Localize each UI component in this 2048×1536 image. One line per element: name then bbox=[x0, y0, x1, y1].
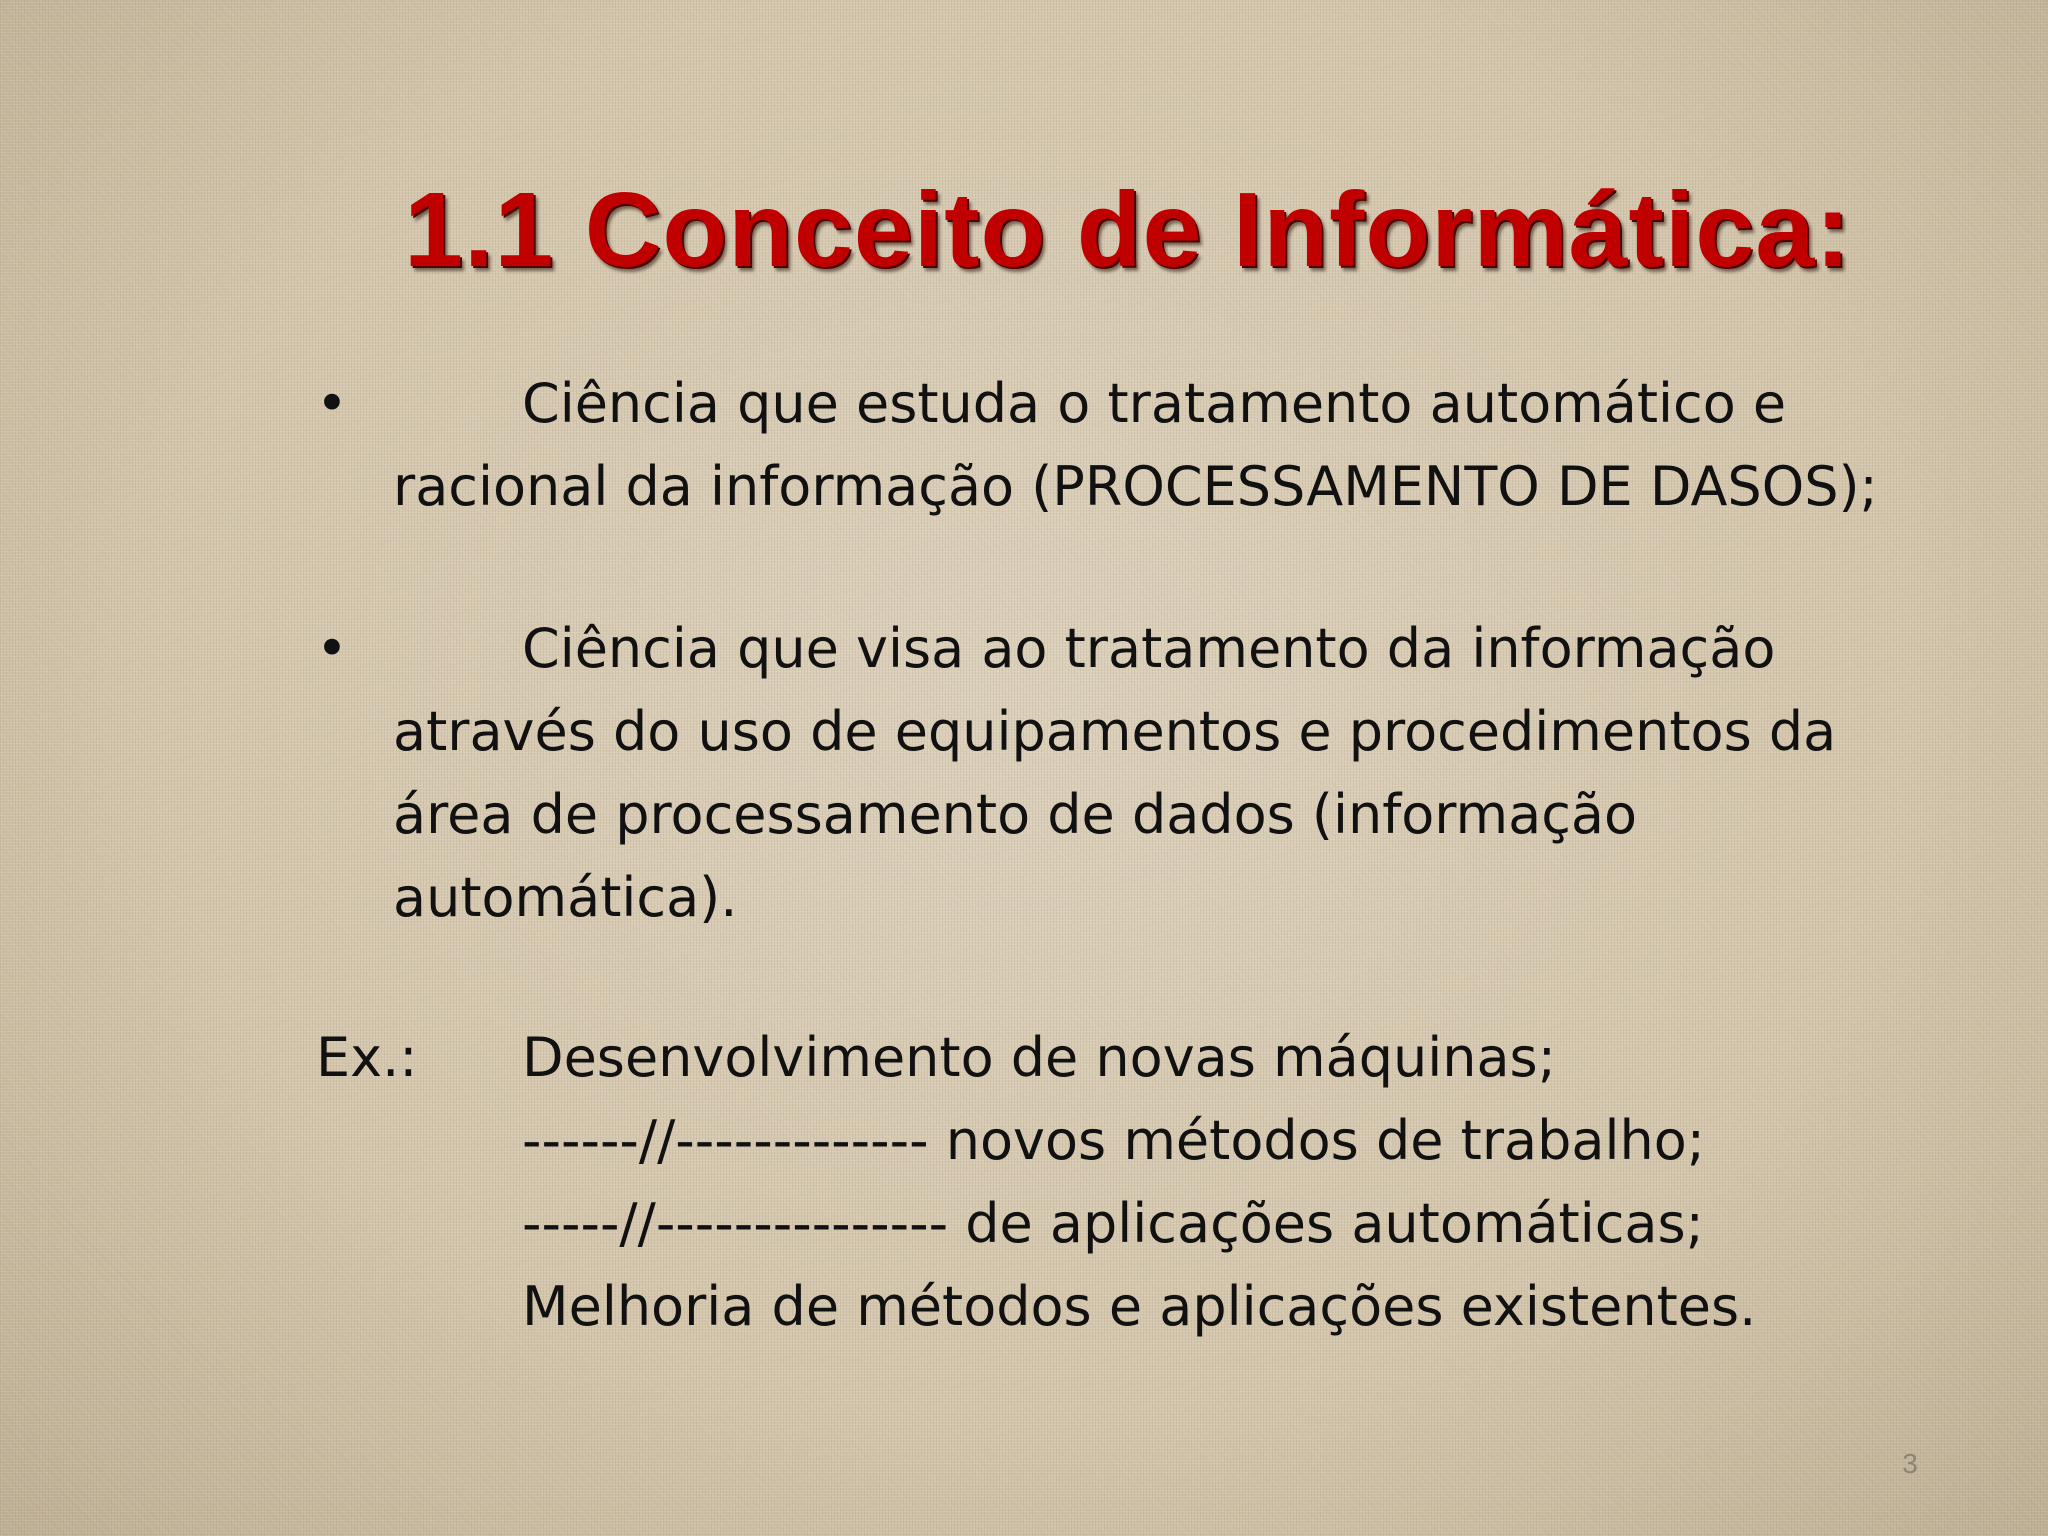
slide-number: 3 bbox=[1902, 1448, 1918, 1479]
example-lines bbox=[522, 1016, 1756, 1348]
bullet-item bbox=[316, 607, 1956, 939]
bullet-text-line: racional da informação (PROCESSAMENTO DE DASOS); bbox=[393, 455, 1878, 518]
bullet-text-line: automática). bbox=[393, 866, 738, 929]
bullet-text-line: área de processamento de dados (informação bbox=[393, 783, 1638, 846]
example-line: -----//--------------- de aplicações automáticas; bbox=[522, 1192, 1704, 1255]
bullet-marker: • bbox=[316, 617, 348, 680]
bullet-text-line: Ciência que visa ao tratamento da informação bbox=[522, 617, 1776, 680]
bullet-marker: • bbox=[316, 372, 348, 435]
example-line: ------//------------- novos métodos de trabalho; bbox=[522, 1109, 1705, 1172]
example-line: Desenvolvimento de novas máquinas; bbox=[522, 1026, 1556, 1089]
bullet-text-line: Ciência que estuda o tratamento automático e bbox=[522, 372, 1787, 435]
example-line: Melhoria de métodos e aplicações existentes. bbox=[522, 1275, 1757, 1338]
example-label: Ex.: bbox=[316, 1026, 418, 1089]
bullet-item bbox=[316, 362, 1956, 528]
bullet-text-line: através do uso de equipamentos e procedimentos da bbox=[393, 700, 1837, 763]
slide-title: 1.1 Conceito de Informática: bbox=[404, 171, 1852, 289]
